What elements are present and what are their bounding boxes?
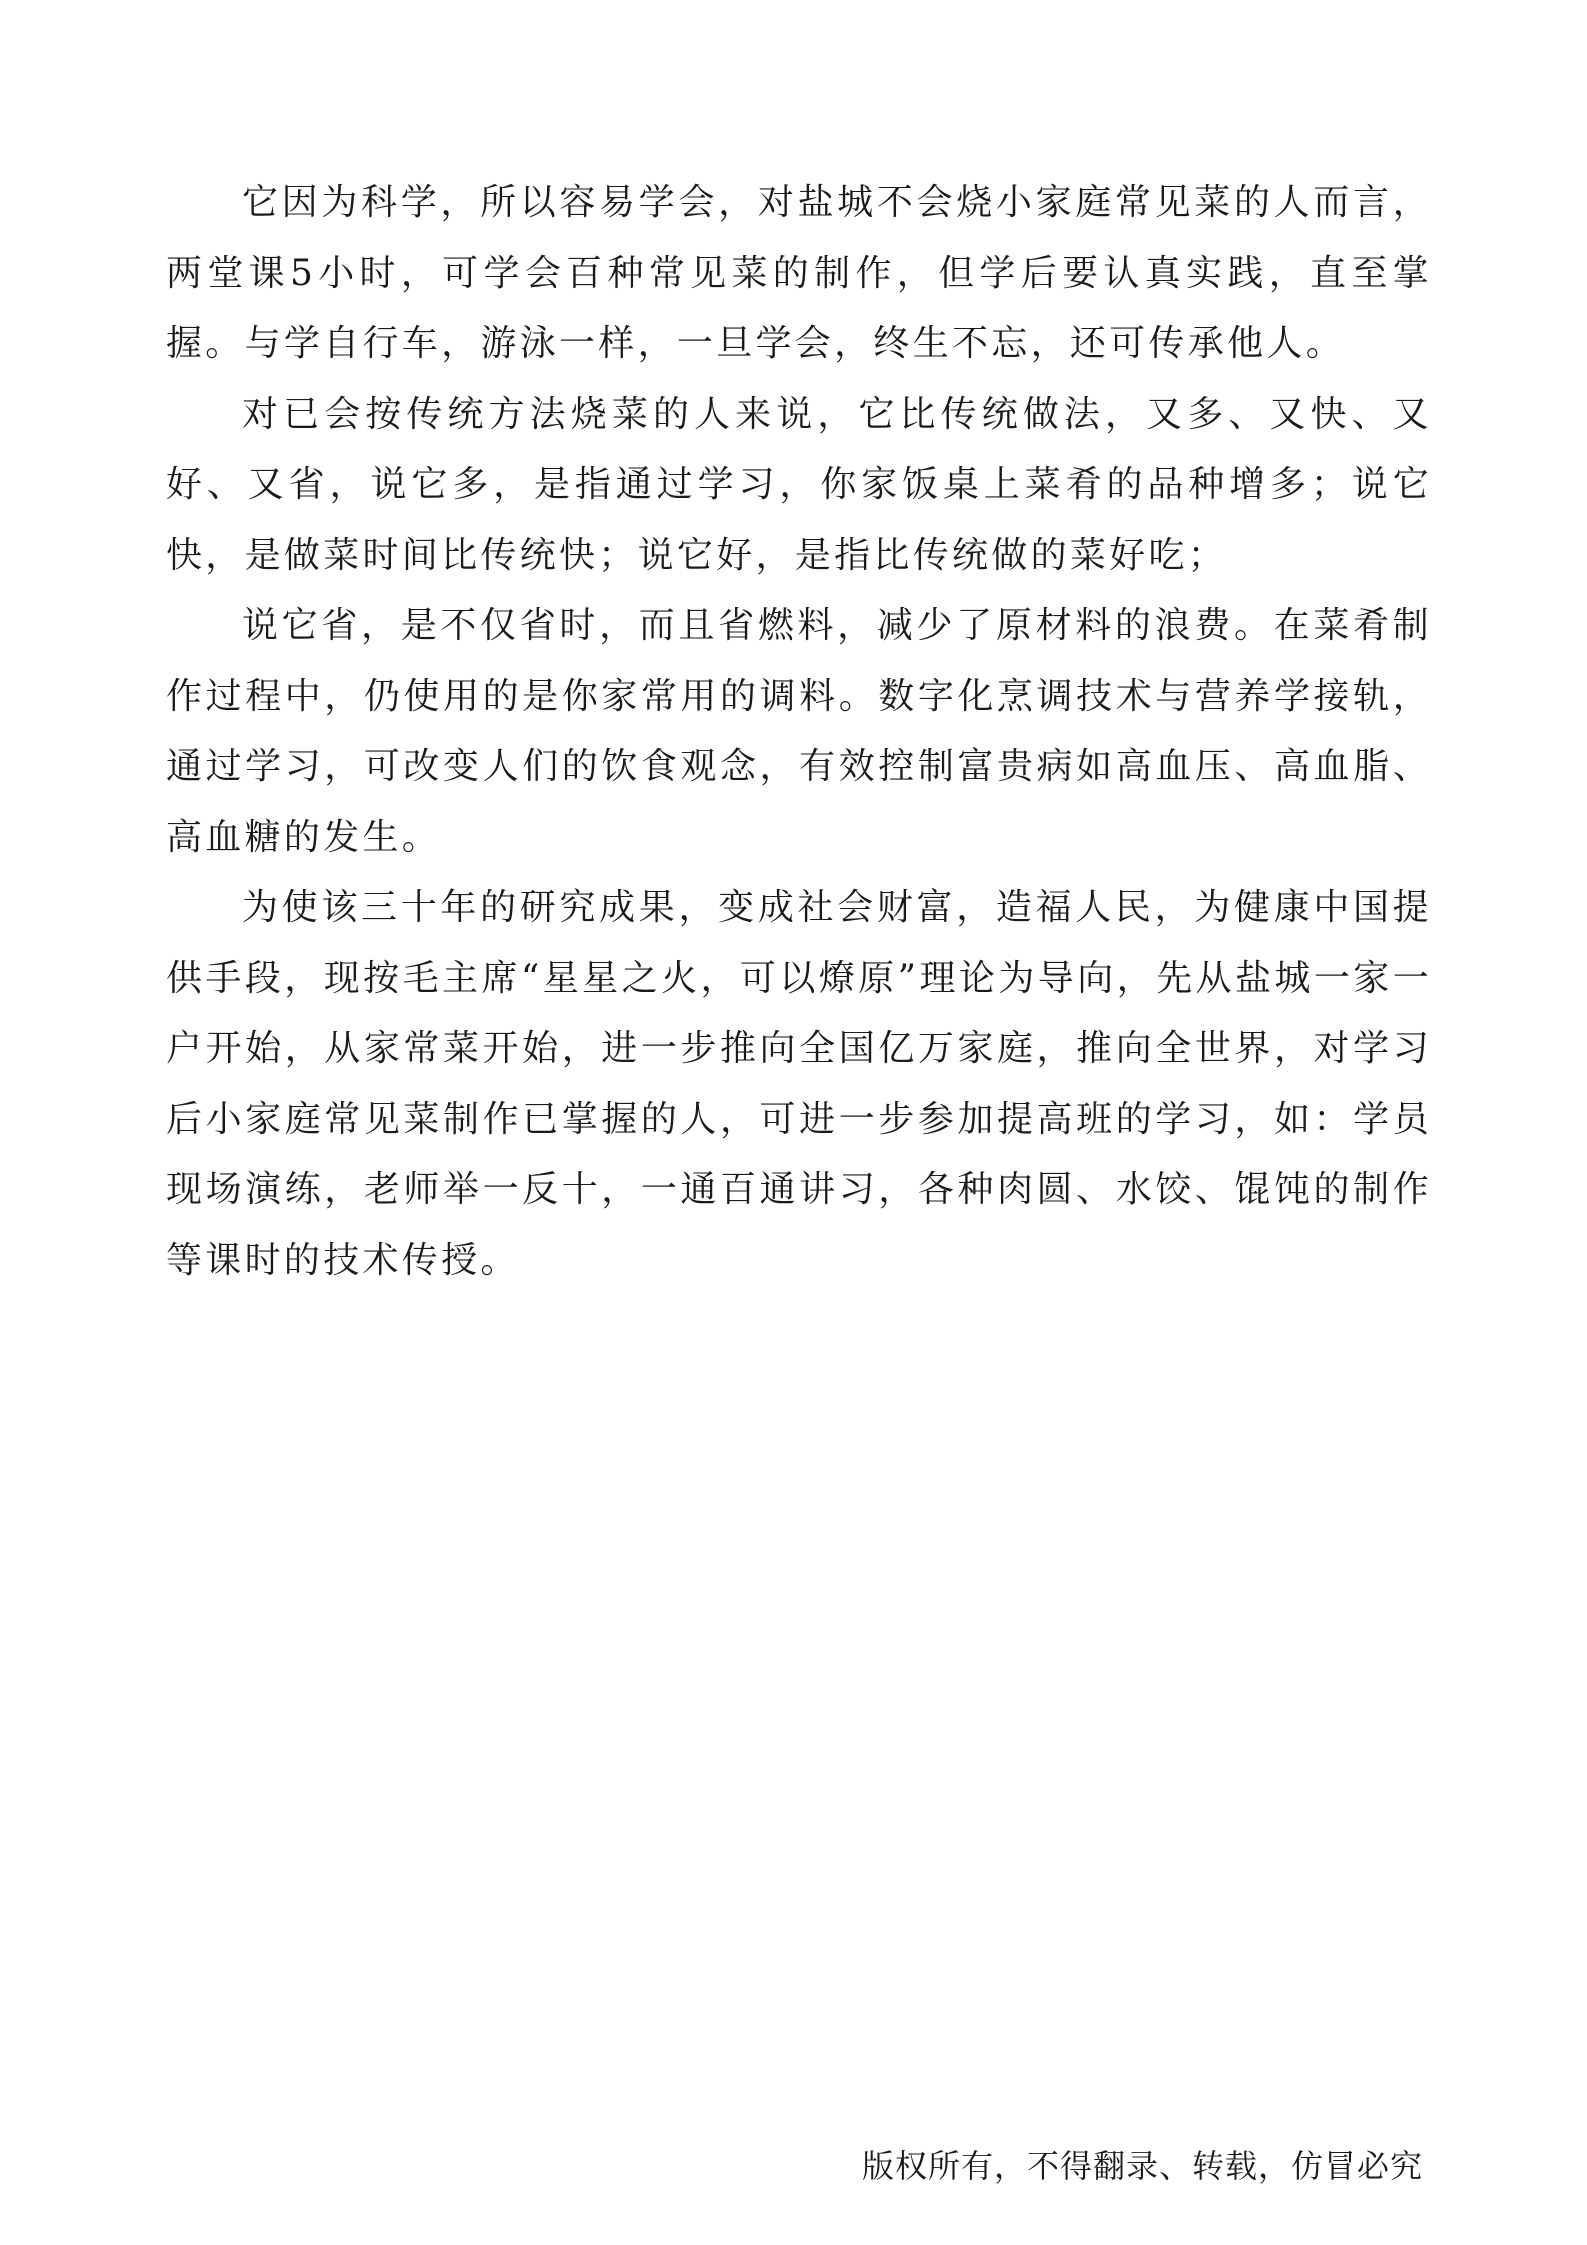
paragraph-4: 为使该三十年的研究成果，变成社会财富，造福人民，为健康中国提供手段，现按毛主席“星星之火，可以燎原”理论为导向，先从盐城一家一户开始，从家常菜开始，进一步推向全国亿万家庭，推向全世界，对学习后小家庭常见菜制作已掌握的人，可进一步参加提高班的学习，如：学员现场演练，老师举一反十，一通百通讲习，各种肉圆、水饺、馄饨的制作等课时的技术传授。 — [166, 887, 1432, 1281]
copyright-footer: 版权所有，不得翻录、转载，仿冒必究 — [862, 2147, 1424, 2185]
body-text — [166, 168, 1432, 1296]
paragraph-2: 对已会按传统方法烧菜的人来说，它比传统做法，又多、又快、又好、又省，说它多，是指通过学习，你家饭桌上菜肴的品种增多；说它快，是做菜时间比传统快；说它好，是指比传统做的菜好吃； — [166, 393, 1432, 576]
paragraph-1: 它因为科学，所以容易学会，对盐城不会烧小家庭常见菜的人而言，两堂课5小时，可学会百种常见菜的制作，但学后要认真实践，直至掌握。与学自行车，游泳一样，一旦学会，终生不忘，还可传承他人。 — [166, 182, 1432, 364]
paragraph-3: 说它省，是不仅省时，而且省燃料，减少了原材料的浪费。在菜肴制作过程中，仍使用的是你家常用的调料。数字化烹调技术与营养学接轨，通过学习，可改变人们的饮食观念，有效控制富贵病如高血压、高血脂、高血糖的发生。 — [166, 605, 1432, 858]
